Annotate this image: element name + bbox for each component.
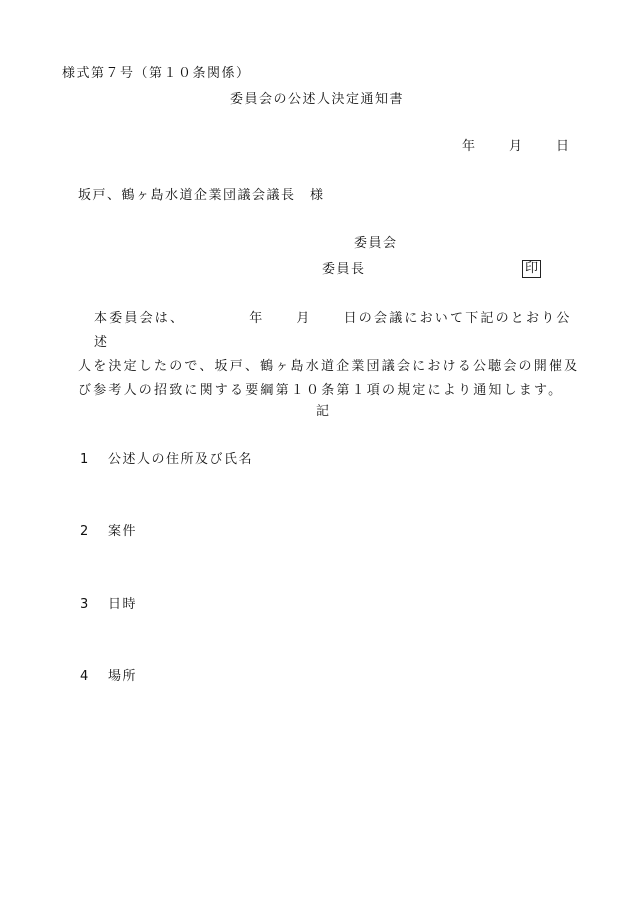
item-1-number: 1 — [80, 452, 89, 467]
addressee: 坂戸、鶴ヶ島水道企業団議会議長 様 — [78, 188, 325, 203]
ki-heading: 記 — [316, 404, 330, 419]
document-title: 委員会の公述人決定通知書 — [230, 92, 405, 107]
body-paragraph — [78, 307, 583, 403]
date-day-label: 日 — [556, 139, 570, 154]
item-3-label: 日時 — [108, 597, 138, 612]
body-line1-prefix: 本委員会は、 — [94, 311, 186, 326]
sender-committee: 委員会 — [354, 236, 398, 251]
sender-chair-label: 委員長 — [322, 262, 366, 277]
body-line-1 — [78, 307, 583, 355]
item-3-number: 3 — [80, 597, 89, 612]
item-1-label: 公述人の住所及び氏名 — [108, 452, 254, 467]
body-line-2: 人を決定したので、坂戸、鶴ヶ島水道企業団議会における公聴会の開催及 — [78, 359, 580, 374]
body-line1-year: 年 — [249, 311, 265, 326]
body-line-3: び参考人の招致に関する要綱第１０条第１項の規定により通知します。 — [78, 383, 564, 398]
body-line1-month: 月 — [296, 311, 312, 326]
item-4-number: 4 — [80, 669, 89, 684]
item-2-label: 案件 — [108, 524, 138, 539]
body-line1-suffix: 日の会議において下記のとおり公述 — [94, 311, 572, 350]
item-4-label: 場所 — [108, 669, 138, 684]
form-number: 様式第７号（第１０条関係） — [62, 66, 251, 81]
seal-mark: 印 — [522, 260, 541, 278]
item-2-number: 2 — [80, 524, 89, 539]
seal-stamp — [522, 260, 541, 278]
date-month-label: 月 — [509, 139, 523, 154]
date-year-label: 年 — [462, 139, 476, 154]
